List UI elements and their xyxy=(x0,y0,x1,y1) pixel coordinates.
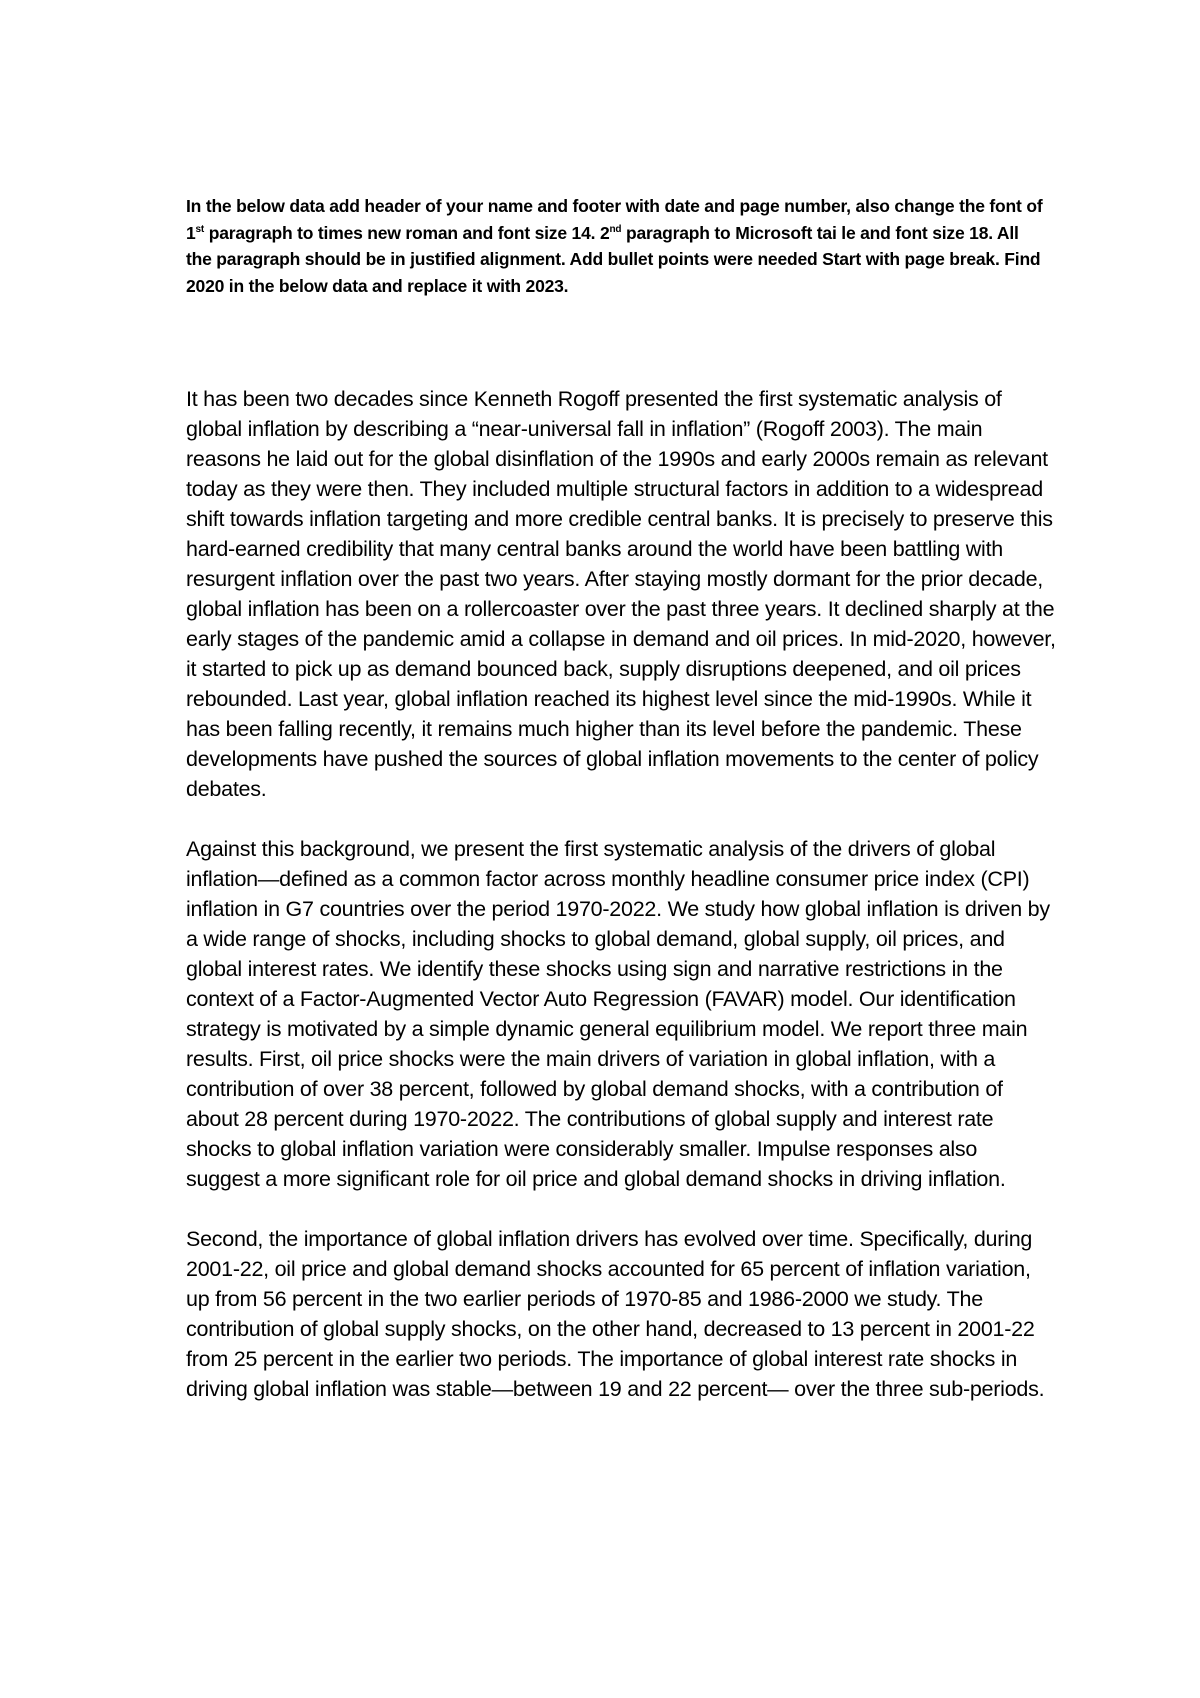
instructions-text-2: paragraph to times new roman and font size 14. 2 xyxy=(204,222,610,243)
document-body xyxy=(186,384,1056,1434)
instructions-paragraph xyxy=(186,193,1046,299)
instructions-text-3: paragraph to Microsoft tai le and font size 18. All the paragraph should be in justified alignment. Add bullet points were needed Start with page break. Find 2020 in the below data and replace it with 2023. xyxy=(186,222,1041,296)
ordinal-suffix-first: st xyxy=(195,223,205,235)
ordinal-suffix-second: nd xyxy=(609,223,622,235)
body-paragraph-2: Against this background, we present the first systematic analysis of the drivers of global inflation—defined as a common factor across monthly headline consumer price index (CPI) inflation in G7 countries over the period 1970-2022. We study how global inflation is driven by a wide range of shocks, including shocks to global demand, global supply, oil prices, and global interest rates. We identify these shocks using sign and narrative restrictions in the context of a Factor-Augmented Vector Auto Regression (FAVAR) model. Our identification strategy is motivated by a simple dynamic general equilibrium model. We report three main results. First, oil price shocks were the main drivers of variation in global inflation, with a contribution of over 38 percent, followed by global demand shocks, with a contribution of about 28 percent during 1970-2022. The contributions of global supply and interest rate shocks to global inflation variation were considerably smaller. Impulse responses also suggest a more significant role for oil price and global demand shocks in driving inflation. xyxy=(186,837,1050,1191)
body-paragraph-3: Second, the importance of global inflation drivers has evolved over time. Specifically, during 2001-22, oil price and global demand shocks accounted for 65 percent of inflation variation, up from 56 percent in the two earlier periods of 1970-85 and 1986-2000 we study. The contribution of global supply shocks, on the other hand, decreased to 13 percent in 2001-22 from 25 percent in the earlier two periods. The importance of global interest rate shocks in driving global inflation was stable—between 19 and 22 percent— over the three sub-periods. xyxy=(186,1227,1045,1401)
body-paragraph-1: It has been two decades since Kenneth Rogoff presented the first systematic analysis of global inflation by describing a “near-universal fall in inflation” (Rogoff 2003). The main reasons he laid out for the global disinflation of the 1990s and early 2000s remain as relevant today as they were then. They included multiple structural factors in addition to a widespread shift towards inflation targeting and more credible central banks. It is precisely to preserve this hard-earned credibility that many central banks around the world have been battling with resurgent inflation over the past two years. After staying mostly dormant for the prior decade, global inflation has been on a rollercoaster over the past three years. It declined sharply at the early stages of the pandemic amid a collapse in demand and oil prices. In mid-2020, however, it started to pick up as demand bounced back, supply disruptions deepened, and oil prices rebounded. Last year, global inflation reached its highest level since the mid-1990s. While it has been falling recently, it remains much higher than its level before the pandemic. These developments have pushed the sources of global inflation movements to the center of policy debates. xyxy=(186,387,1056,801)
instructions-text-1: In the below data add header of your name and footer with date and page number, also change the font of 1 xyxy=(186,196,1043,243)
